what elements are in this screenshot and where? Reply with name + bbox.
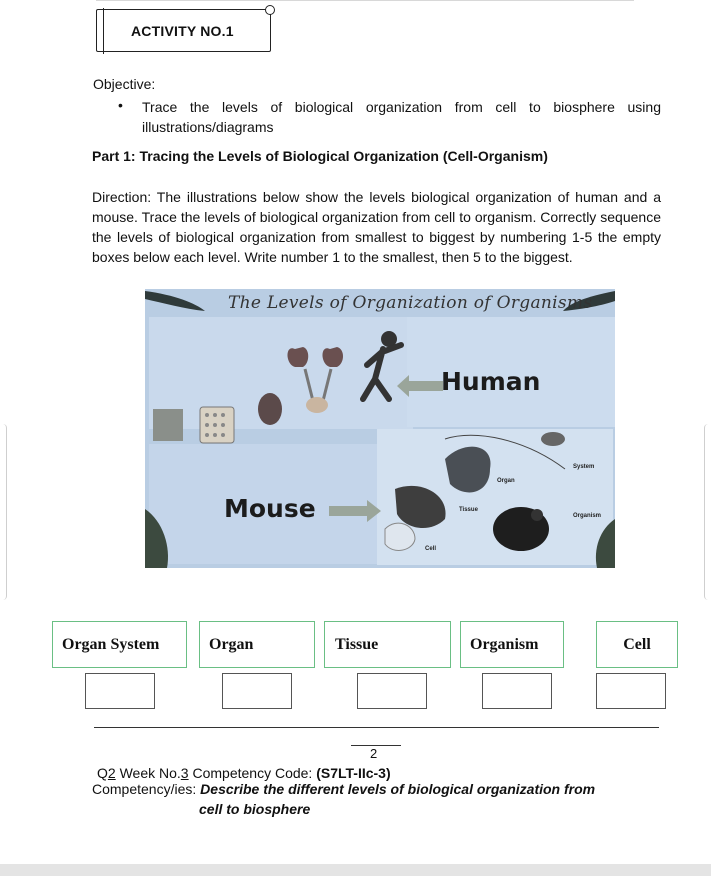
- scroll-curl-right: [265, 5, 275, 15]
- competency-code: (S7LT-IIc-3): [316, 765, 391, 781]
- scroll-curl-left: [97, 8, 104, 54]
- cell-small-label: Cell: [425, 546, 437, 552]
- level-label: Cell: [623, 635, 651, 653]
- level-box-organ-system: [52, 621, 187, 668]
- level-label: Organism: [470, 635, 539, 653]
- tissue-small-label: Tissue: [459, 507, 478, 513]
- level-label: Organ System: [62, 635, 160, 653]
- level-label: Organ: [209, 635, 254, 653]
- answer-box-organ-system[interactable]: [85, 673, 155, 709]
- right-edge-handle: [704, 424, 711, 600]
- week-label: Week No.: [115, 765, 181, 781]
- mouse-label: Mouse: [224, 494, 316, 523]
- footer-divider: [94, 727, 659, 728]
- answer-box-cell[interactable]: [596, 673, 666, 709]
- bullet-icon: •: [118, 97, 123, 113]
- left-edge-handle: [0, 424, 7, 600]
- human-label: Human: [441, 367, 541, 396]
- answer-box-tissue[interactable]: [357, 673, 427, 709]
- activity-title-banner: [96, 9, 271, 52]
- answer-box-organism[interactable]: [482, 673, 552, 709]
- quarter-number: 2: [107, 765, 116, 781]
- illustration-title: The Levels of Organization of Organisms: [228, 293, 593, 313]
- top-rule: [96, 0, 634, 1]
- objective-text: Trace the levels of biological organization from cell to biosphere using illustrations/diagrams: [142, 99, 661, 135]
- competencies-text-line2: cell to biosphere: [199, 801, 311, 817]
- page-bottom-shadow: [0, 864, 711, 876]
- organ-small-label: Organ: [497, 478, 515, 484]
- level-box-organ: [199, 621, 315, 668]
- footer-week-competency-code: [97, 765, 391, 781]
- level-box-cell: [596, 621, 678, 668]
- week-number: 3: [180, 765, 189, 781]
- system-small-label: System: [573, 464, 595, 470]
- direction-text: Direction: The illustrations below show the levels biological organization of human and a mouse. Trace the levels of biological organization from cell to organism. Correctly sequence the levels of biological organization from smallest to biggest by numbering 1-5 the empty boxes below each level. Write number 1 to the smallest, then 5 to the biggest.: [92, 189, 661, 265]
- competencies-text-line1: Describe the different levels of biological organization from: [200, 781, 596, 797]
- level-box-tissue: [324, 621, 451, 668]
- activity-title: ACTIVITY NO.1: [131, 23, 234, 39]
- answer-box-organ[interactable]: [222, 673, 292, 709]
- competency-code-label: Competency Code:: [188, 765, 317, 781]
- q-prefix: Q: [97, 765, 108, 781]
- competencies-label: Competency/ies:: [92, 781, 201, 797]
- organism-small-label: Organism: [573, 513, 602, 519]
- level-box-organism: [460, 621, 564, 668]
- objective-label: Objective:: [93, 76, 156, 92]
- illustration-art: [145, 289, 615, 568]
- levels-of-organization-illustration: [145, 289, 615, 568]
- footer-competencies: [92, 781, 595, 797]
- page-number: 2: [370, 746, 378, 761]
- level-label: Tissue: [335, 635, 379, 653]
- part-title: Part 1: Tracing the Levels of Biological Organization (Cell-Organism): [92, 148, 548, 164]
